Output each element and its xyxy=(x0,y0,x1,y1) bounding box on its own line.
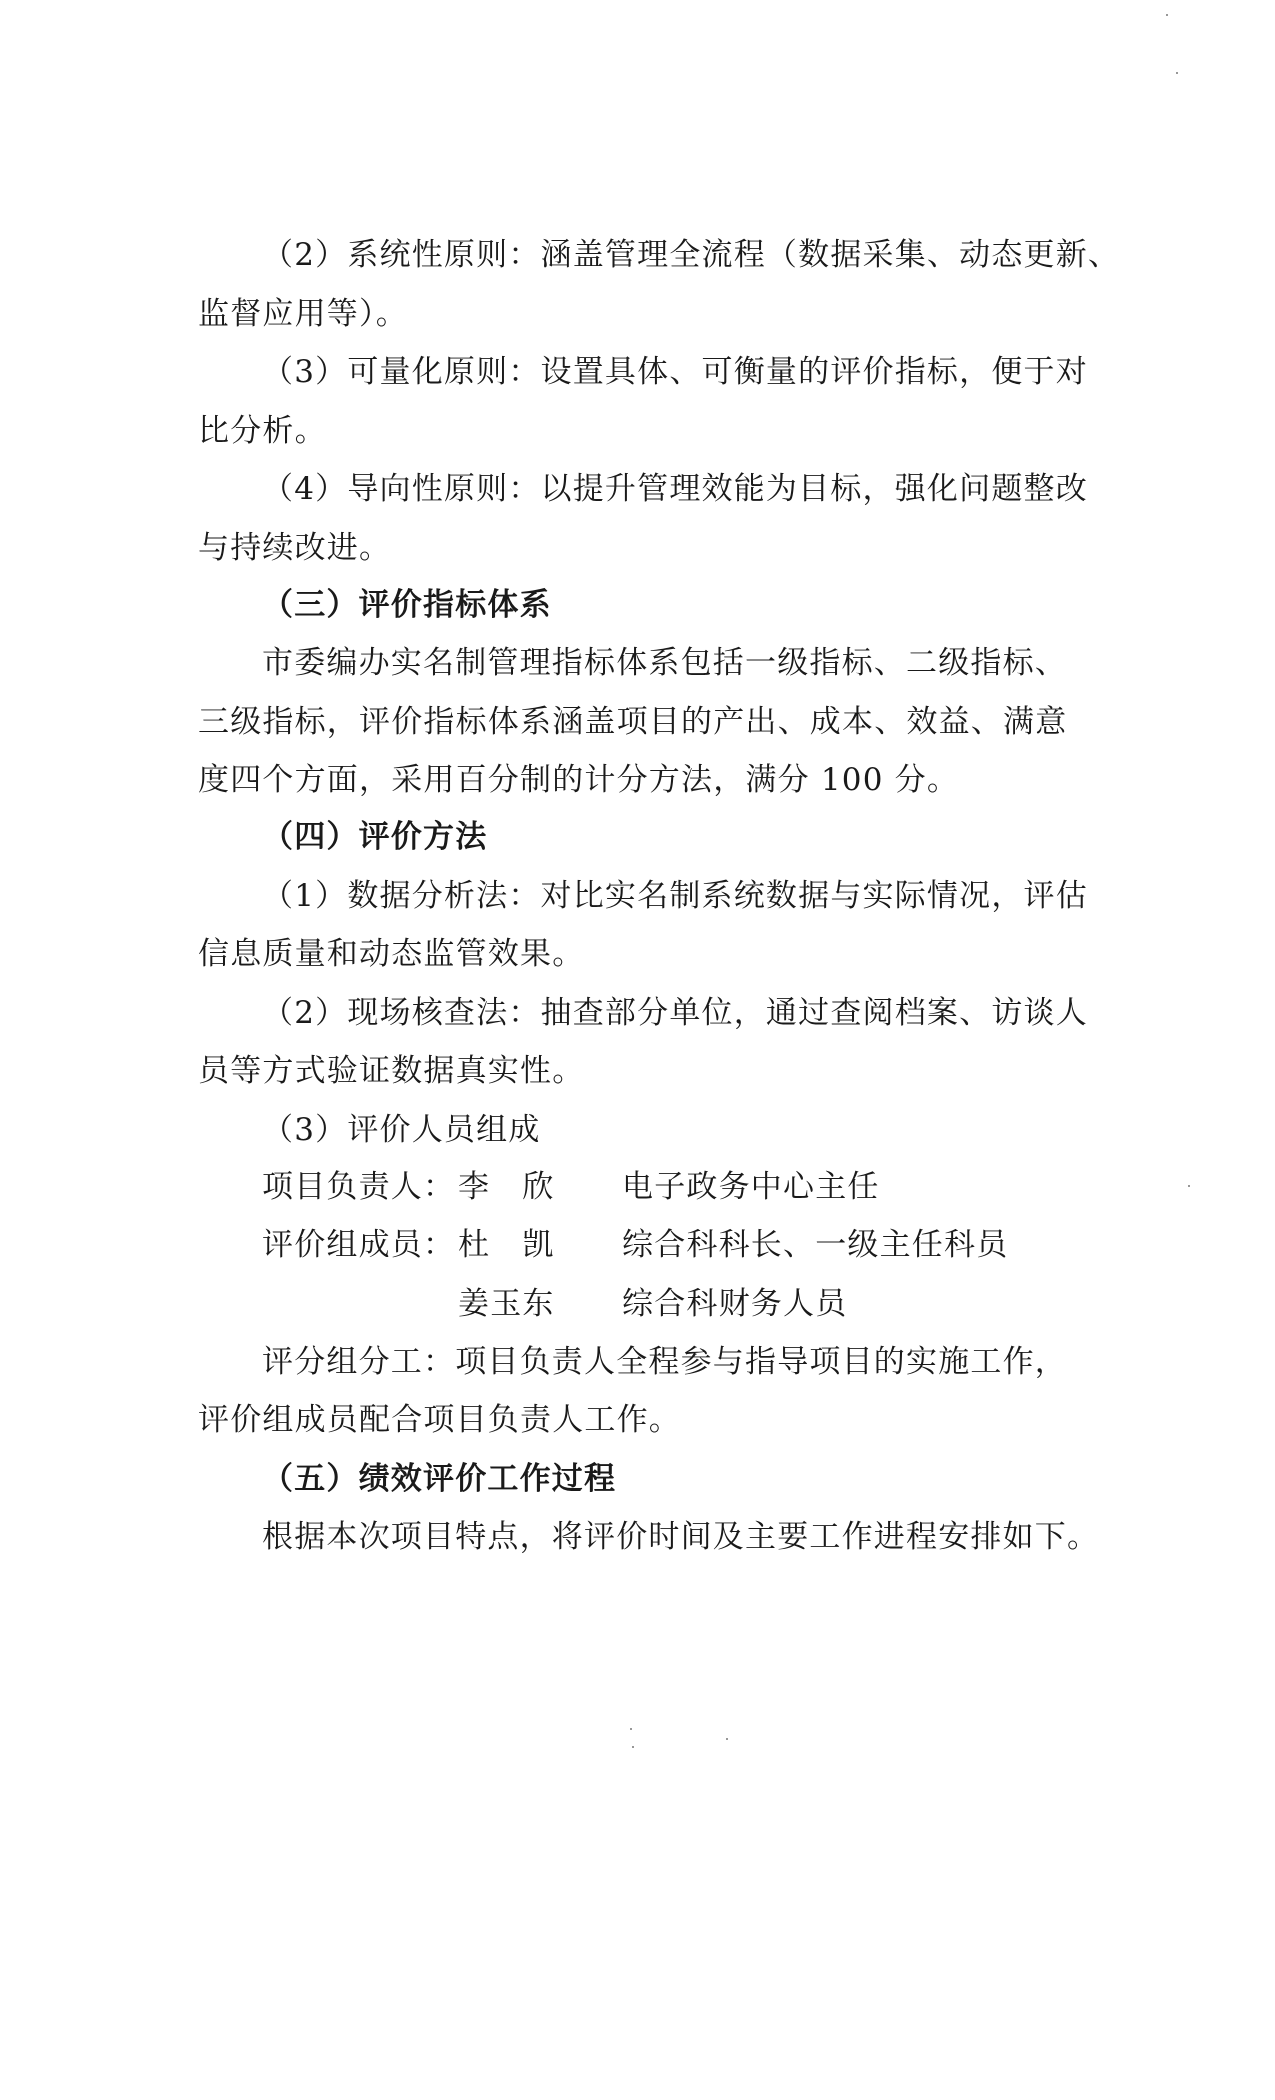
leader-label: 项目负责人： xyxy=(262,1169,456,1205)
member-label: 评价组成员： xyxy=(262,1227,456,1263)
leader-role: 电子政务中心主任 xyxy=(622,1169,880,1205)
member1-role: 综合科科长、一级主任科员 xyxy=(622,1227,1009,1263)
index-system-line-1: 市委编办实名制管理指标体系包括一级指标、二级指标、 xyxy=(262,645,1067,681)
site-check-line-2: 员等方式验证数据真实性。 xyxy=(198,1053,585,1089)
scan-speck xyxy=(726,1738,728,1740)
scan-speck xyxy=(1188,1185,1190,1187)
team-composition-title: （3）评价人员组成 xyxy=(262,1112,541,1148)
index-system-line-2: 三级指标，评价指标体系涵盖项目的产出、成本、效益、满意 xyxy=(198,704,1068,740)
quantifiable-principle-line-2: 比分析。 xyxy=(198,413,327,449)
scan-speck xyxy=(1166,14,1168,16)
section-heading-4: （四）评价方法 xyxy=(262,819,488,855)
section-heading-3: （三）评价指标体系 xyxy=(262,587,552,623)
data-analysis-line-1: （1）数据分析法：对比实名制系统数据与实际情况，评估 xyxy=(262,878,1088,914)
index-system-line-3: 度四个方面，采用百分制的计分方法，满分 100 分。 xyxy=(198,762,960,798)
member2-role: 综合科财务人员 xyxy=(622,1286,848,1322)
guidance-principle-line-2: 与持续改进。 xyxy=(198,530,392,566)
guidance-principle-line-1: （4）导向性原则：以提升管理效能为目标，强化问题整改 xyxy=(262,471,1088,507)
scan-speck xyxy=(630,1728,632,1730)
scan-speck xyxy=(632,1746,634,1748)
quantifiable-principle-line-1: （3）可量化原则：设置具体、可衡量的评价指标，便于对 xyxy=(262,354,1088,390)
division-line-2: 评价组成员配合项目负责人工作。 xyxy=(198,1402,681,1438)
member1-name: 杜 凯 xyxy=(458,1227,555,1263)
leader-name: 李 欣 xyxy=(458,1169,555,1205)
process-line: 根据本次项目特点，将评价时间及主要工作进程安排如下。 xyxy=(262,1519,1100,1555)
system-principle-line-1: （2）系统性原则：涵盖管理全流程（数据采集、动态更新、 xyxy=(262,237,1121,273)
system-principle-line-2: 监督应用等）。 xyxy=(198,296,408,332)
division-line-1: 评分组分工：项目负责人全程参与指导项目的实施工作， xyxy=(262,1344,1067,1380)
site-check-line-1: （2）现场核查法：抽查部分单位，通过查阅档案、访谈人 xyxy=(262,995,1088,1031)
scan-speck xyxy=(1176,72,1178,74)
member2-name: 姜玉东 xyxy=(458,1286,555,1322)
data-analysis-line-2: 信息质量和动态监管效果。 xyxy=(198,936,585,972)
section-heading-5: （五）绩效评价工作过程 xyxy=(262,1461,617,1497)
